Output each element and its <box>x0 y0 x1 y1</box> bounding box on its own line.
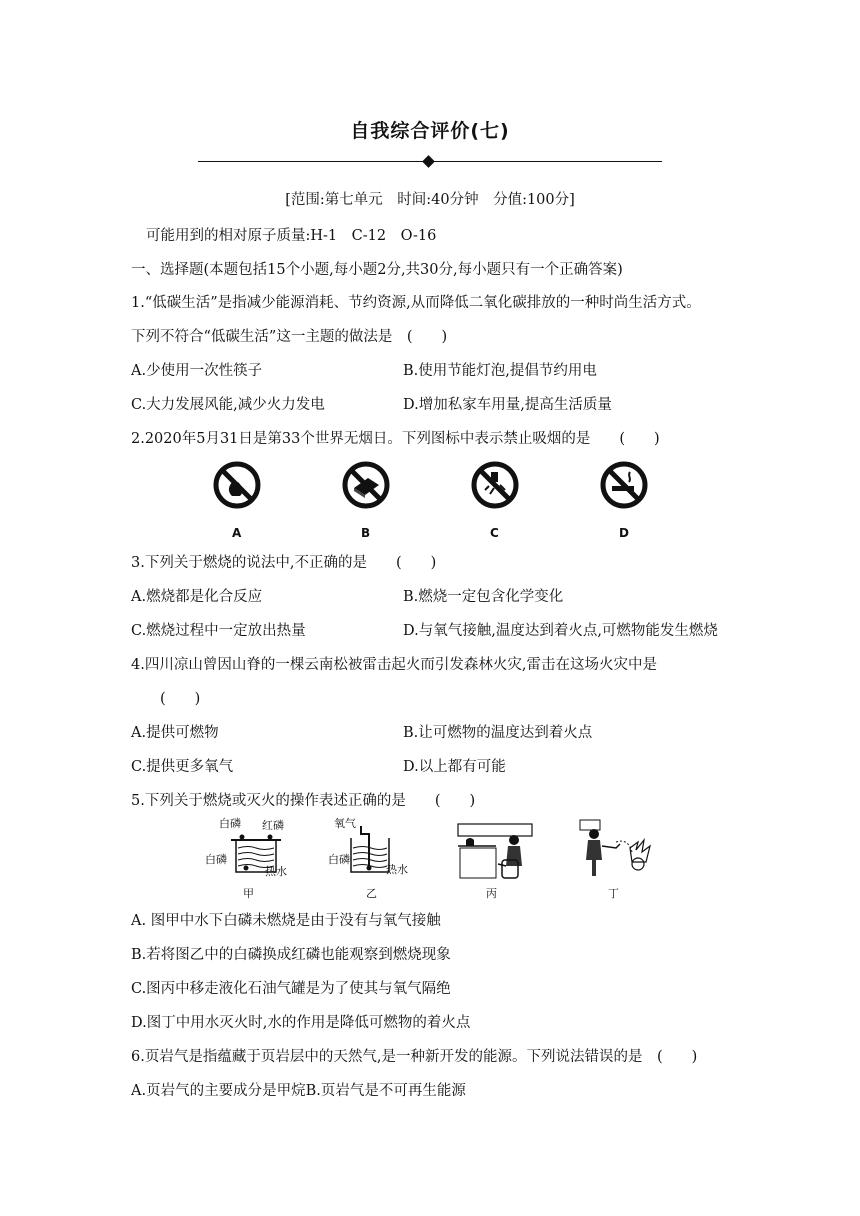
q4-option-c: C.提供更多氧气 <box>131 759 234 775</box>
no-smoking-icon <box>599 460 649 510</box>
label-white-phosphorus-yi: 白磷 <box>328 853 350 866</box>
q4-option-d: D.以上都有可能 <box>403 759 506 775</box>
q4-option-b: B.让可燃物的温度达到着火点 <box>403 725 593 741</box>
q5-option-b: B.若将图乙中的白磷换成红磷也能观察到燃烧现象 <box>131 947 451 963</box>
page-title: 自我综合评价(七) <box>350 120 510 142</box>
no-flammable-object-icon <box>341 460 391 510</box>
no-open-flame-icon <box>212 460 262 510</box>
figure-caption-bing: 丙 <box>486 887 497 900</box>
kitchen-gas-tank-figure <box>456 820 534 880</box>
q1-option-c: C.大力发展风能,减少火力发电 <box>131 397 325 413</box>
q5-option-a: A. 图甲中水下白磷未燃烧是由于没有与氧气接触 <box>131 913 441 929</box>
section-heading: 一、选择题(本题包括15个小题,每小题2分,共30分,每小题只有一个正确答案) <box>131 262 623 278</box>
q1-option-a: A.少使用一次性筷子 <box>131 363 263 379</box>
label-hot-water-yi: 热水 <box>386 863 408 876</box>
figure-caption-jia: 甲 <box>243 887 254 900</box>
label-white-phosphorus-top: 白磷 <box>219 817 241 830</box>
icon-label-b: B <box>361 526 371 540</box>
label-oxygen: 氧气 <box>334 817 356 830</box>
label-red-phosphorus: 红磷 <box>262 819 284 832</box>
water-extinguishing-fire-figure <box>576 818 660 878</box>
q1-option-b: B.使用节能灯泡,提倡节约用电 <box>403 363 597 379</box>
q5-option-d: D.图丁中用水灭火时,水的作用是降低可燃物的着火点 <box>131 1015 471 1031</box>
q5-option-c: C.图丙中移走液化石油气罐是为了使其与氧气隔绝 <box>131 981 451 997</box>
title-diamond-ornament <box>422 155 435 168</box>
q6-options-ab: A.页岩气的主要成分是甲烷B.页岩气是不可再生能源 <box>131 1083 466 1099</box>
q3-option-d: D.与氧气接触,温度达到着火点,可燃物能发生燃烧 <box>403 623 718 639</box>
q3-option-a: A.燃烧都是化合反应 <box>131 589 263 605</box>
question-2-stem: 2.2020年5月31日是第33个世界无烟日。下列图标中表示禁止吸烟的是 ( ) <box>131 431 660 447</box>
no-fireworks-icon <box>470 460 520 510</box>
question-3-stem: 3.下列关于燃烧的说法中,不正确的是 ( ) <box>131 555 437 571</box>
q4-option-a: A.提供可燃物 <box>131 725 219 741</box>
atomic-mass-note: 可能用到的相对原子质量:H-1 C-12 O-16 <box>146 228 437 244</box>
label-hot-water: 热水 <box>265 865 287 878</box>
question-5-stem: 5.下列关于燃烧或灭火的操作表述正确的是 ( ) <box>131 793 476 809</box>
question-4-answer-blank: ( ) <box>160 691 201 707</box>
label-white-phosphorus: 白磷 <box>205 853 227 866</box>
icon-label-d: D <box>619 526 629 540</box>
icon-label-a: A <box>232 526 242 540</box>
question-1-stem: 1.“低碳生活”是指减少能源消耗、节约资源,从而降低二氧化碳排放的一种时尚生活方式。 <box>131 295 701 311</box>
q1-option-d: D.增加私家车用量,提高生活质量 <box>403 397 612 413</box>
icon-label-c: C <box>490 526 499 540</box>
figure-caption-ding: 丁 <box>608 887 619 900</box>
question-4-stem: 4.四川凉山曾因山脊的一棵云南松被雷击起火而引发森林火灾,雷击在这场火灾中是 <box>131 657 657 673</box>
exam-scope: [范围:第七单元 时间:40分钟 分值:100分] <box>285 192 575 208</box>
q3-option-b: B.燃烧一定包含化学变化 <box>403 589 564 605</box>
q3-option-c: C.燃烧过程中一定放出热量 <box>131 623 306 639</box>
question-6-stem: 6.页岩气是指蕴藏于页岩层中的天然气,是一种新开发的能源。下列说法错误的是 ( ) <box>131 1049 698 1065</box>
figure-caption-yi: 乙 <box>366 887 377 900</box>
question-1-prompt: 下列不符合“低碳生活”这一主题的做法是 ( ) <box>131 329 448 345</box>
